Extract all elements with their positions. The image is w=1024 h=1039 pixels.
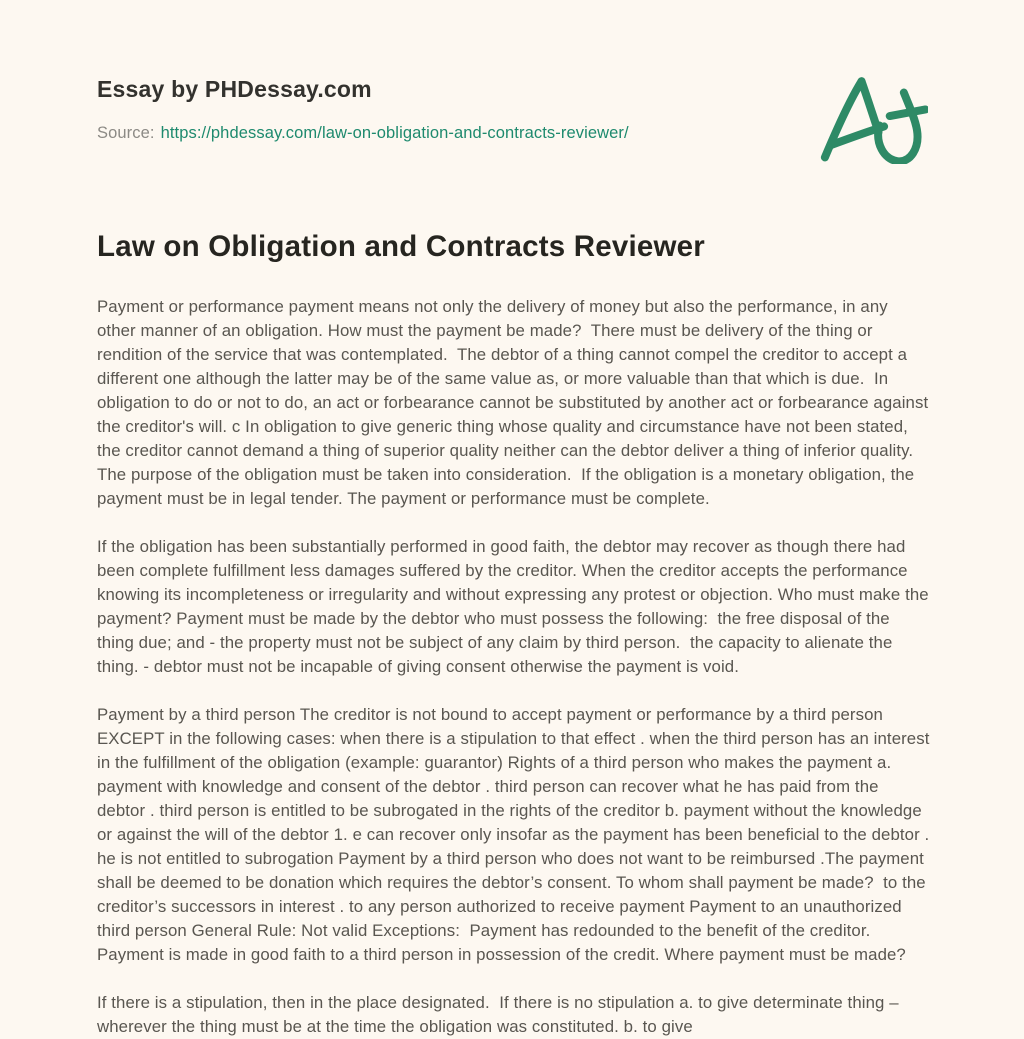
source-line	[97, 124, 629, 143]
essay-paragraph: If there is a stipulation, then in the place designated. If there is no stipulation a. to give determinate thing – wherever the thing must be at the time the obligation was constituted. b. to give	[97, 993, 904, 1036]
header-text-block	[97, 66, 629, 143]
phdessay-a-plus-logo-icon	[812, 70, 928, 164]
essay-paragraph: Payment by a third person The creditor is not bound to accept payment or performance by a third person EXCEPT in the following cases: when there is a stipulation to that effect . when the third person has an interest in the fulfillment of the obligation (example: guarantor) Rights of a third person who makes the payment a. payment with knowledge and consent of the debtor . third person can recover what he has paid from the debtor . third person is entitled to be subrogated in the rights of the creditor b. payment without the knowledge or against the will of the debtor 1. e can recover only insofar as the payment has been beneficial to the debtor . he is not entitled to subrogation Payment by a third person who does not want to be reimbursed .The payment shall be deemed to be donation which requires the debtor’s consent. To whom shall payment be made? to the creditor’s successors in interest . to any person authorized to receive payment Payment to an unauthorized third person General Rule: Not valid Exceptions: Payment has redounded to the benefit of the creditor. Payment is made in good faith to a third person in possession of the credit. Where payment must be made?	[97, 705, 935, 964]
essay-paragraph: Payment or performance payment means not only the delivery of money but also the performance, in any other manner of an obligation. How must the payment be made? There must be delivery of the thing or rendition of the service that was contemplated. The debtor of a thing cannot compel the creditor to accept a different one although the latter may be of the same value as, or more valuable than that which is due. In obligation to do or not to do, an act or forbearance cannot be substituted by another act or forbearance against the creditor's will. c In obligation to give generic thing whose quality and circumstance have not been stated, the creditor cannot demand a thing of superior quality neither can the debtor deliver a thing of inferior quality. The purpose of the obligation must be taken into consideration. If the obligation is a monetary obligation, the payment must be in legal tender. The payment or performance must be complete.	[97, 297, 933, 508]
source-link[interactable]: https://phdessay.com/law-on-obligation-and-contracts-reviewer/	[160, 124, 629, 142]
essay-body	[97, 295, 935, 1039]
page-header	[97, 66, 930, 164]
byline: Essay by PHDessay.com	[97, 76, 372, 102]
essay-paragraph: If the obligation has been substantially performed in good faith, the debtor may recover as though there had been complete fulfillment less damages suffered by the creditor. When the creditor accepts the performance knowing its incompleteness or irregularity and without expressing any protest or objection. Who must make the payment? Payment must be made by the debtor who must possess the following: the free disposal of the thing due; and - the property must not be subject of any claim by third person. the capacity to alienate the thing. - debtor must not be incapable of giving consent otherwise the payment is void.	[97, 537, 934, 676]
page-title: Law on Obligation and Contracts Reviewer	[97, 230, 705, 263]
source-label: Source:	[97, 124, 155, 142]
